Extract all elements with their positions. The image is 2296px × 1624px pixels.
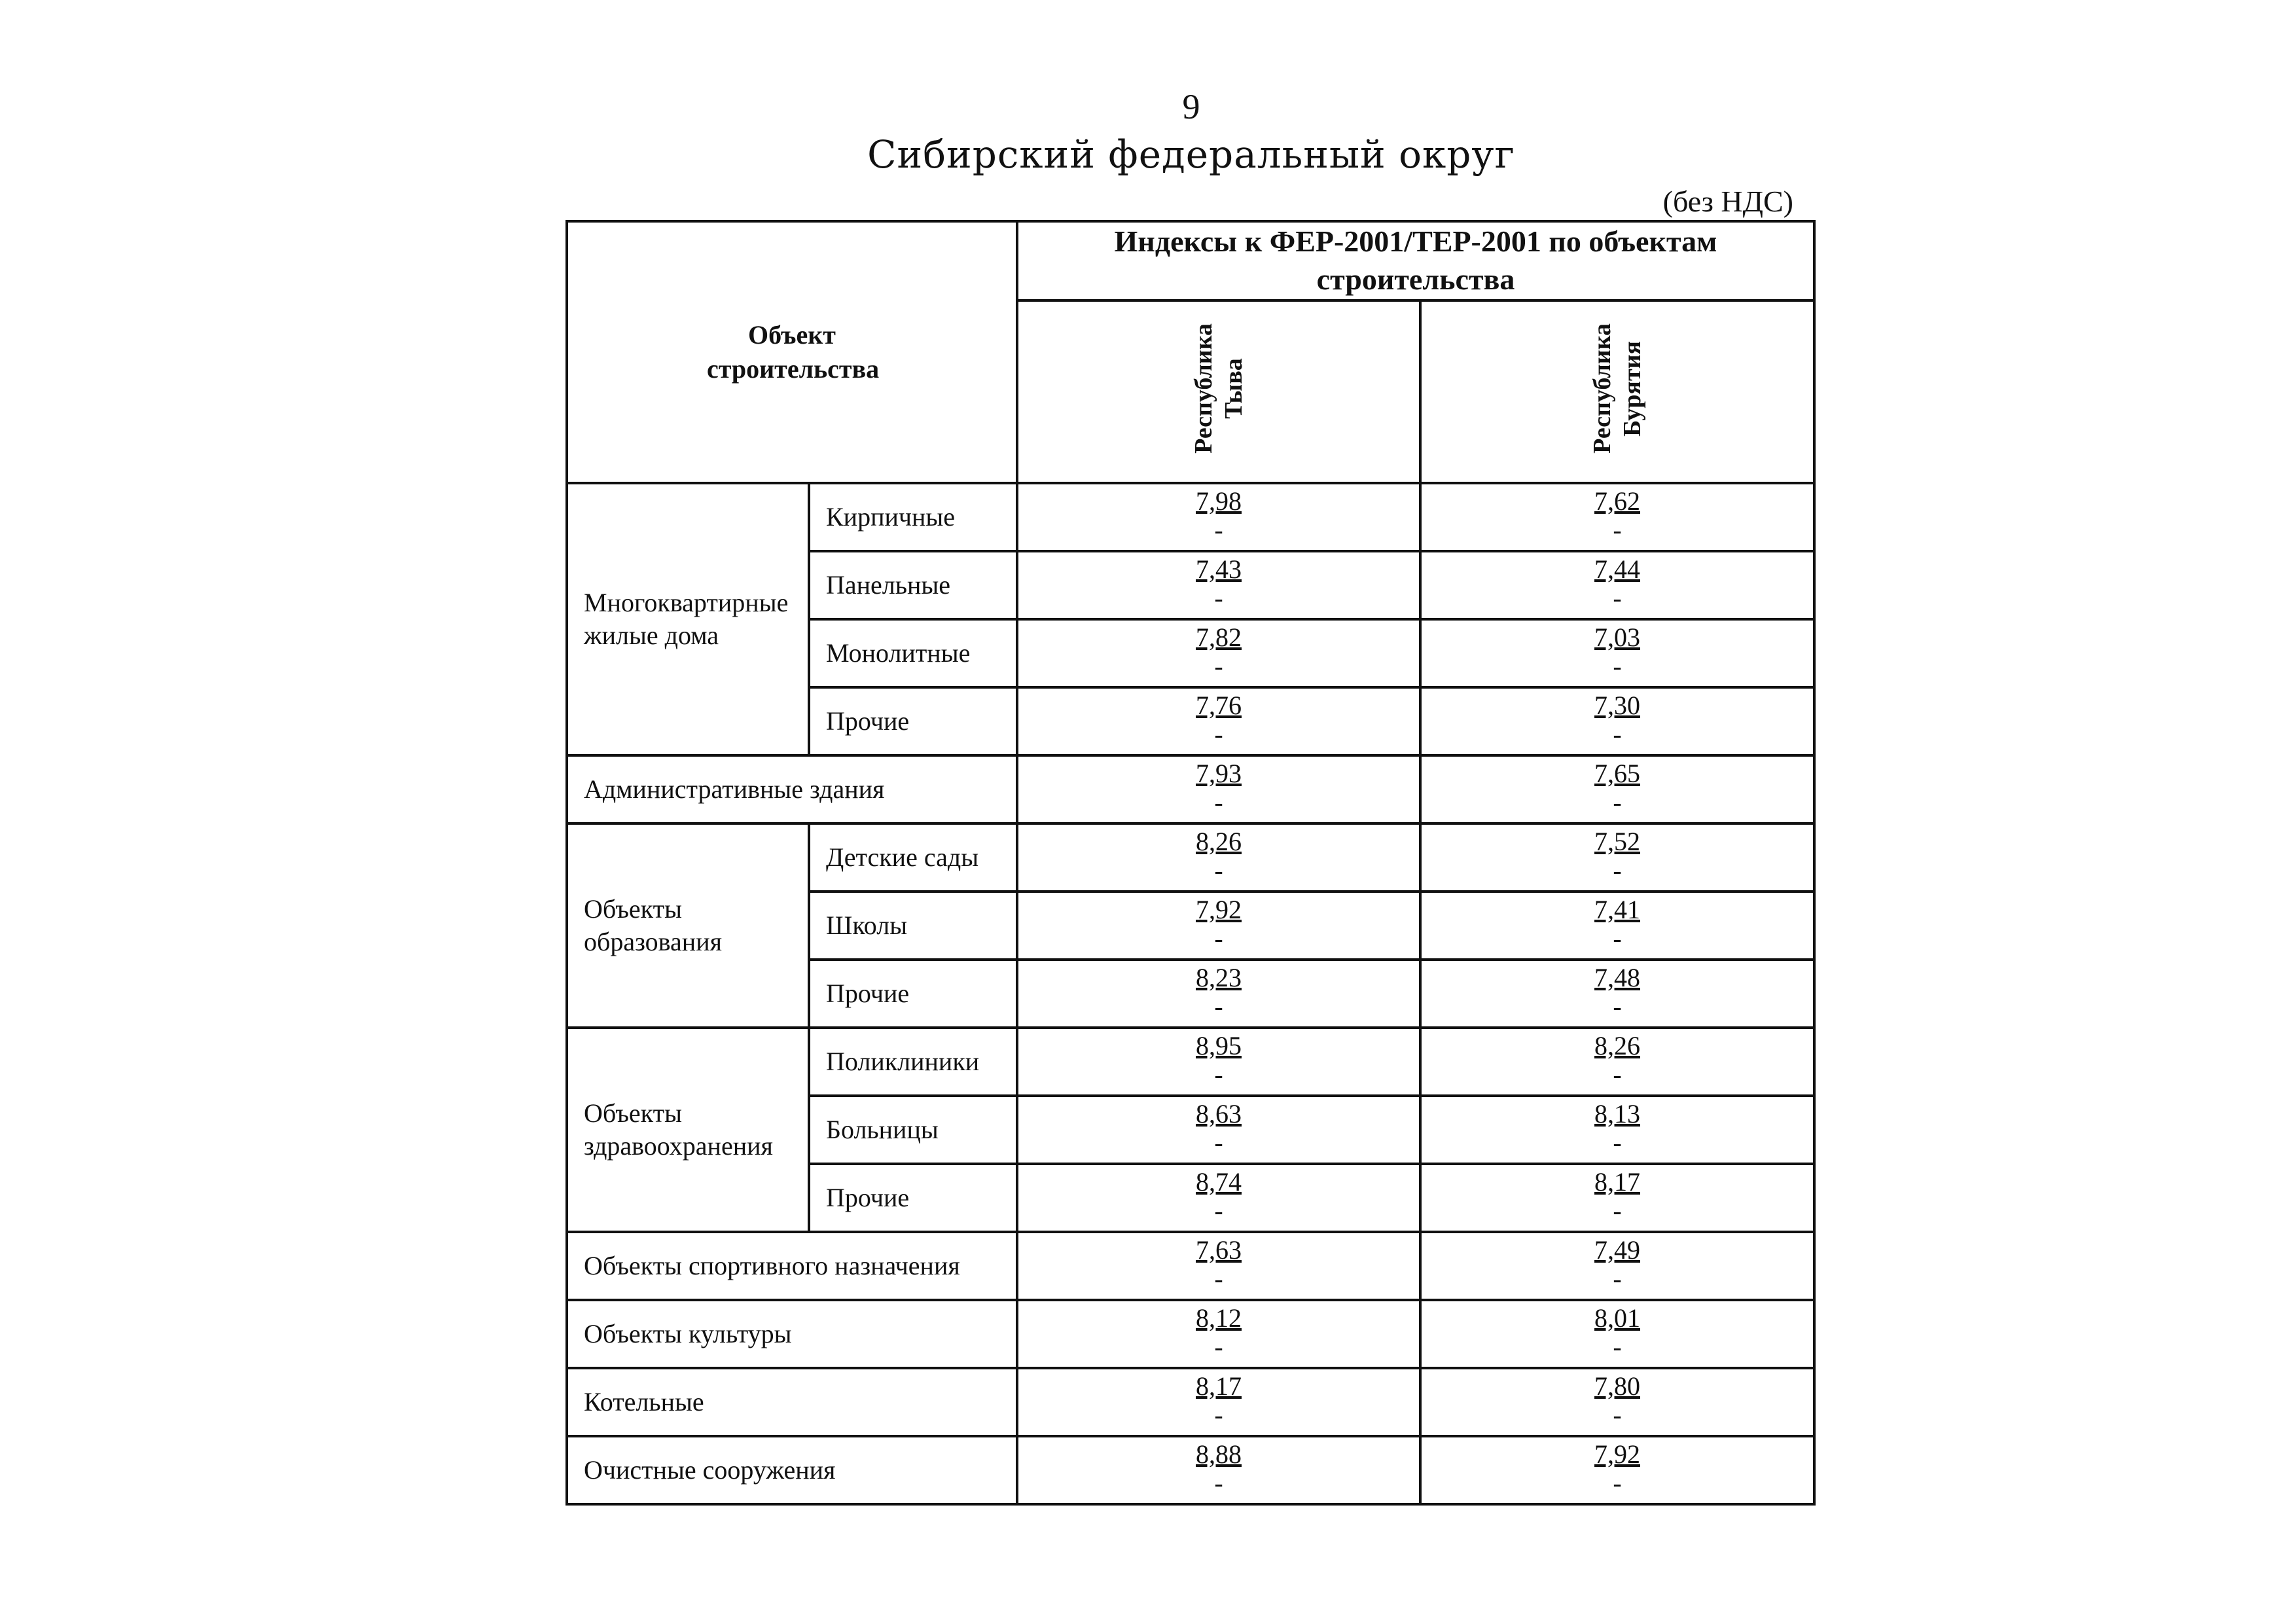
group-apartments: Многоквартирные жилые дома (567, 483, 809, 755)
index-value: 7,80 (1594, 1371, 1640, 1401)
index-value: 7,49 (1594, 1235, 1640, 1265)
index-dash: - (1214, 1264, 1223, 1293)
index-dash: - (1613, 1264, 1622, 1293)
group-health: Объекты здравоохранения (567, 1028, 809, 1232)
index-dash: - (1613, 856, 1622, 885)
region-tyva-line2: Тыва (1220, 357, 1247, 419)
table-row (567, 1368, 1814, 1436)
index-value: 7,30 (1594, 691, 1640, 720)
index-value: 8,74 (1196, 1167, 1242, 1197)
vat-note: (без НДС) (1662, 185, 1793, 218)
value-tyva (1017, 687, 1420, 755)
index-value: 8,95 (1196, 1031, 1242, 1060)
object-header-text: Объект строительства (707, 320, 880, 384)
index-value: 8,13 (1594, 1099, 1640, 1128)
value-buryatia (1420, 1368, 1814, 1436)
row-label: Монолитные (809, 619, 1017, 687)
value-tyva (1017, 619, 1420, 687)
index-value: 8,26 (1594, 1031, 1640, 1060)
index-dash: - (1613, 1468, 1622, 1498)
row-label: Объекты спортивного назначения (567, 1232, 1017, 1300)
index-dash: - (1214, 992, 1223, 1021)
table-row (567, 755, 1814, 823)
value-tyva (1017, 1028, 1420, 1096)
row-label: Очистные сооружения (567, 1436, 1017, 1504)
index-dash: - (1214, 719, 1223, 749)
index-dash: - (1613, 1060, 1622, 1089)
index-header-text: Индексы к ФЕР-2001/ТЕР-2001 по объектам строительства (1114, 225, 1717, 297)
value-buryatia (1420, 1164, 1814, 1232)
index-value: 7,65 (1594, 759, 1640, 788)
value-tyva (1017, 1232, 1420, 1300)
value-tyva (1017, 551, 1420, 619)
index-value: 8,26 (1196, 827, 1242, 856)
value-tyva (1017, 1164, 1420, 1232)
index-dash: - (1613, 651, 1622, 681)
index-header (1017, 221, 1814, 300)
value-tyva (1017, 1096, 1420, 1164)
value-buryatia (1420, 1232, 1814, 1300)
group-education: Объекты образования (567, 823, 809, 1028)
value-buryatia (1420, 1300, 1814, 1368)
index-value: 7,03 (1594, 623, 1640, 652)
value-tyva (1017, 1368, 1420, 1436)
index-dash: - (1613, 1128, 1622, 1157)
table-row (567, 1028, 1814, 1096)
index-value: 7,41 (1594, 895, 1640, 924)
index-dash: - (1613, 515, 1622, 545)
index-table (565, 220, 1816, 1506)
value-buryatia (1420, 687, 1814, 755)
index-value: 7,48 (1594, 963, 1640, 992)
value-tyva (1017, 960, 1420, 1028)
index-value: 8,23 (1196, 963, 1242, 992)
table-row (567, 1232, 1814, 1300)
index-value: 7,62 (1594, 486, 1640, 516)
index-dash: - (1214, 583, 1223, 613)
row-label: Административные здания (567, 755, 1017, 823)
row-label: Поликлиники (809, 1028, 1017, 1096)
table-row (567, 483, 1814, 551)
region-tyva-line1: Республика (1190, 323, 1217, 454)
index-dash: - (1214, 1400, 1223, 1430)
index-value: 7,93 (1196, 759, 1242, 788)
row-label: Котельные (567, 1368, 1017, 1436)
index-value: 7,98 (1196, 486, 1242, 516)
row-label: Школы (809, 892, 1017, 960)
value-buryatia (1420, 1096, 1814, 1164)
value-buryatia (1420, 1028, 1814, 1096)
row-label: Кирпичные (809, 483, 1017, 551)
table-row (567, 1436, 1814, 1504)
row-label: Больницы (809, 1096, 1017, 1164)
row-label: Прочие (809, 960, 1017, 1028)
index-dash: - (1214, 856, 1223, 885)
index-value: 8,88 (1196, 1439, 1242, 1469)
index-dash: - (1214, 1128, 1223, 1157)
value-tyva (1017, 1300, 1420, 1368)
index-value: 7,92 (1196, 895, 1242, 924)
object-header (567, 221, 1017, 483)
value-tyva (1017, 755, 1420, 823)
index-dash: - (1214, 651, 1223, 681)
index-value: 8,17 (1594, 1167, 1640, 1197)
region-header-buryatia (1420, 300, 1814, 483)
index-dash: - (1214, 787, 1223, 817)
index-dash: - (1613, 924, 1622, 953)
index-value: 8,12 (1196, 1303, 1242, 1333)
row-label: Детские сады (809, 823, 1017, 892)
value-buryatia (1420, 755, 1814, 823)
index-dash: - (1214, 515, 1223, 545)
index-value: 7,44 (1594, 554, 1640, 584)
value-tyva (1017, 483, 1420, 551)
row-label: Прочие (809, 1164, 1017, 1232)
region-buryatia-line2: Бурятия (1619, 340, 1646, 437)
table-row (567, 823, 1814, 892)
index-dash: - (1214, 1060, 1223, 1089)
page-title: Сибирский федеральный округ (867, 132, 1515, 177)
value-buryatia (1420, 960, 1814, 1028)
index-dash: - (1613, 1332, 1622, 1362)
index-value: 7,76 (1196, 691, 1242, 720)
index-dash: - (1214, 1196, 1223, 1225)
value-buryatia (1420, 619, 1814, 687)
index-value: 7,92 (1594, 1439, 1640, 1469)
index-value: 8,01 (1594, 1303, 1640, 1333)
value-buryatia (1420, 483, 1814, 551)
index-dash: - (1214, 1332, 1223, 1362)
region-header-tyva (1017, 300, 1420, 483)
value-buryatia (1420, 551, 1814, 619)
value-buryatia (1420, 823, 1814, 892)
index-dash: - (1214, 924, 1223, 953)
region-buryatia-line1: Республика (1588, 323, 1616, 454)
index-value: 8,17 (1196, 1371, 1242, 1401)
index-dash: - (1613, 1196, 1622, 1225)
index-dash: - (1214, 1468, 1223, 1498)
index-value: 7,63 (1196, 1235, 1242, 1265)
value-buryatia (1420, 1436, 1814, 1504)
value-buryatia (1420, 892, 1814, 960)
value-tyva (1017, 823, 1420, 892)
index-dash: - (1613, 1400, 1622, 1430)
row-label: Прочие (809, 687, 1017, 755)
index-value: 7,82 (1196, 623, 1242, 652)
index-value: 7,43 (1196, 554, 1242, 584)
row-label: Панельные (809, 551, 1017, 619)
index-dash: - (1613, 992, 1622, 1021)
value-tyva (1017, 1436, 1420, 1504)
value-tyva (1017, 892, 1420, 960)
index-value: 8,63 (1196, 1099, 1242, 1128)
row-label: Объекты культуры (567, 1300, 1017, 1368)
index-value: 7,52 (1594, 827, 1640, 856)
index-dash: - (1613, 719, 1622, 749)
page-number: 9 (1182, 87, 1200, 126)
index-dash: - (1613, 583, 1622, 613)
table-row (567, 1300, 1814, 1368)
index-dash: - (1613, 787, 1622, 817)
